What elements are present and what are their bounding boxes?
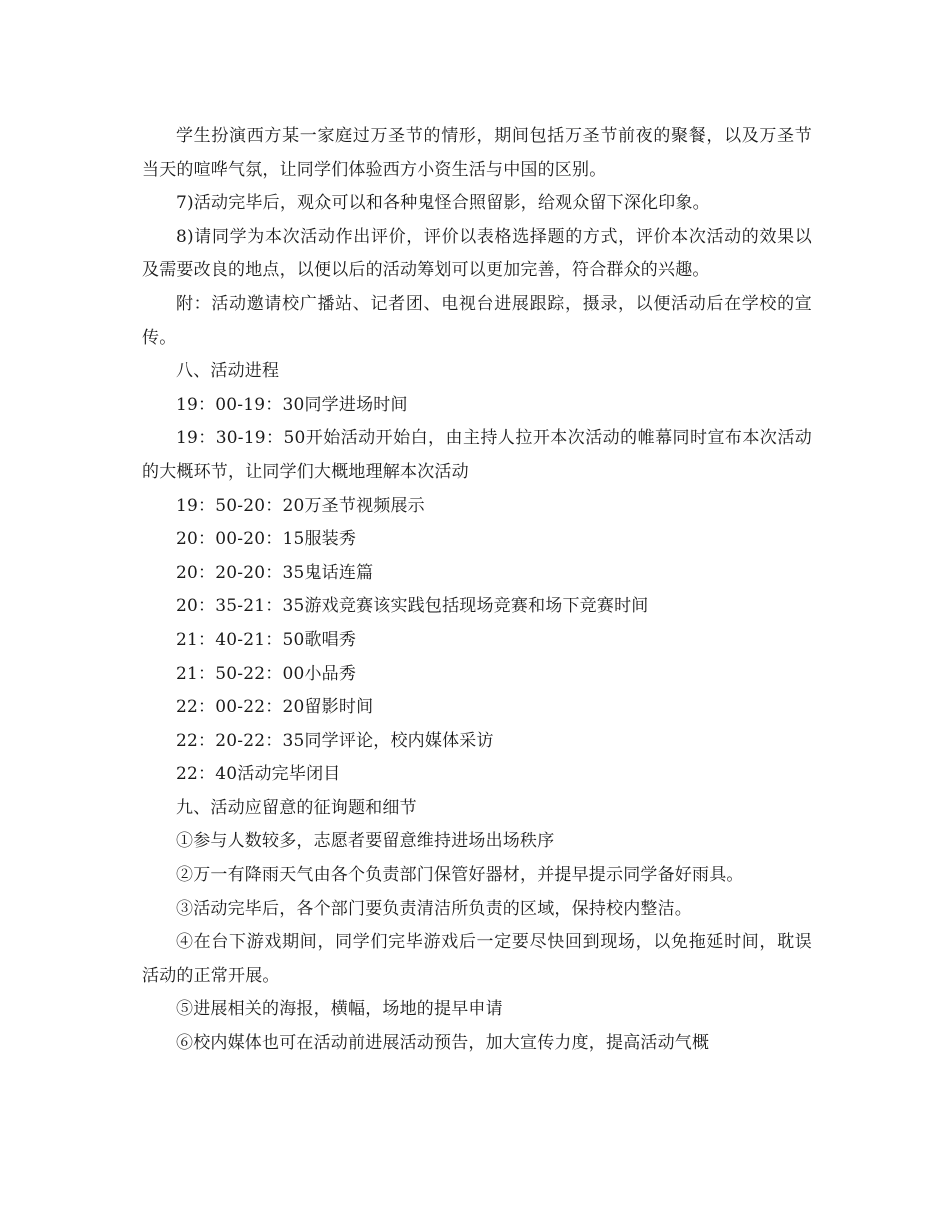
note-item: ④在台下游戏期间，同学们完毕游戏后一定要尽快回到现场，以免拖延时间，耽误活动的正常开展。 <box>142 932 812 986</box>
schedule-item: 19：00-19：30同学进场时间 <box>176 394 408 415</box>
paragraph-item-7-photo: 7)活动完毕后，观众可以和各种鬼怪合照留影，给观众留下深化印象。 <box>176 193 710 214</box>
note-item: ①参与人数较多，志愿者要留意维持进场出场秩序 <box>176 831 555 852</box>
schedule-item: 19：30-19：50开始活动开始白，由主持人拉开本次活动的帷幕同时宣布本次活动的大概环节，让同学们大概地理解本次活动 <box>142 428 812 482</box>
section-heading-schedule: 八、活动进程 <box>176 361 280 382</box>
schedule-item: 21：50-22：00小品秀 <box>176 663 357 684</box>
note-item: ⑤进展相关的海报，横幅，场地的提早申请 <box>176 999 503 1020</box>
paragraph-item-8-evaluation: 8)请同学为本次活动作出评价，评价以表格选择题的方式，评价本次活动的效果以及需要改良的地点，以便以后的活动筹划可以更加完善，符合群众的兴趣。 <box>142 226 812 281</box>
schedule-item: 22：00-22：20留影时间 <box>176 697 374 718</box>
paragraph-halloween-family-scene: 学生扮演西方某一家庭过万圣节的情形，期间包括万圣节前夜的聚餐，以及万圣节当天的喧哗气氛，让同学们体验西方小资生活与中国的区别。 <box>142 126 812 180</box>
note-item: ③活动完毕后，各个部门要负责清洁所负责的区域，保持校内整洁。 <box>176 898 692 919</box>
paragraph-appendix-media: 附：活动邀请校广播站、记者团、电视台进展跟踪，摄录，以便活动后在学校的宣传。 <box>142 293 812 348</box>
section-heading-notes: 九、活动应留意的征询题和细节 <box>176 797 417 818</box>
note-item: ②万一有降雨天气由各个负责部门保管好器材，并提早提示同学备好雨具。 <box>176 865 744 886</box>
note-item: ⑥校内媒体也可在活动前进展活动预告，加大宣传力度，提高活动气概 <box>176 1033 710 1054</box>
schedule-item: 22：40活动完毕闭目 <box>176 764 341 785</box>
schedule-item: 21：40-21：50歌唱秀 <box>176 629 357 650</box>
schedule-item: 20：35-21：35游戏竞赛该实践包括现场竞赛和场下竞赛时间 <box>176 596 649 617</box>
schedule-item: 19：50-20：20万圣节视频展示 <box>176 495 425 516</box>
document-body <box>142 120 812 1061</box>
schedule-item: 20：20-20：35鬼话连篇 <box>176 562 374 583</box>
schedule-item: 20：00-20：15服装秀 <box>176 529 357 550</box>
schedule-item: 22：20-22：35同学评论，校内媒体采访 <box>176 730 494 751</box>
